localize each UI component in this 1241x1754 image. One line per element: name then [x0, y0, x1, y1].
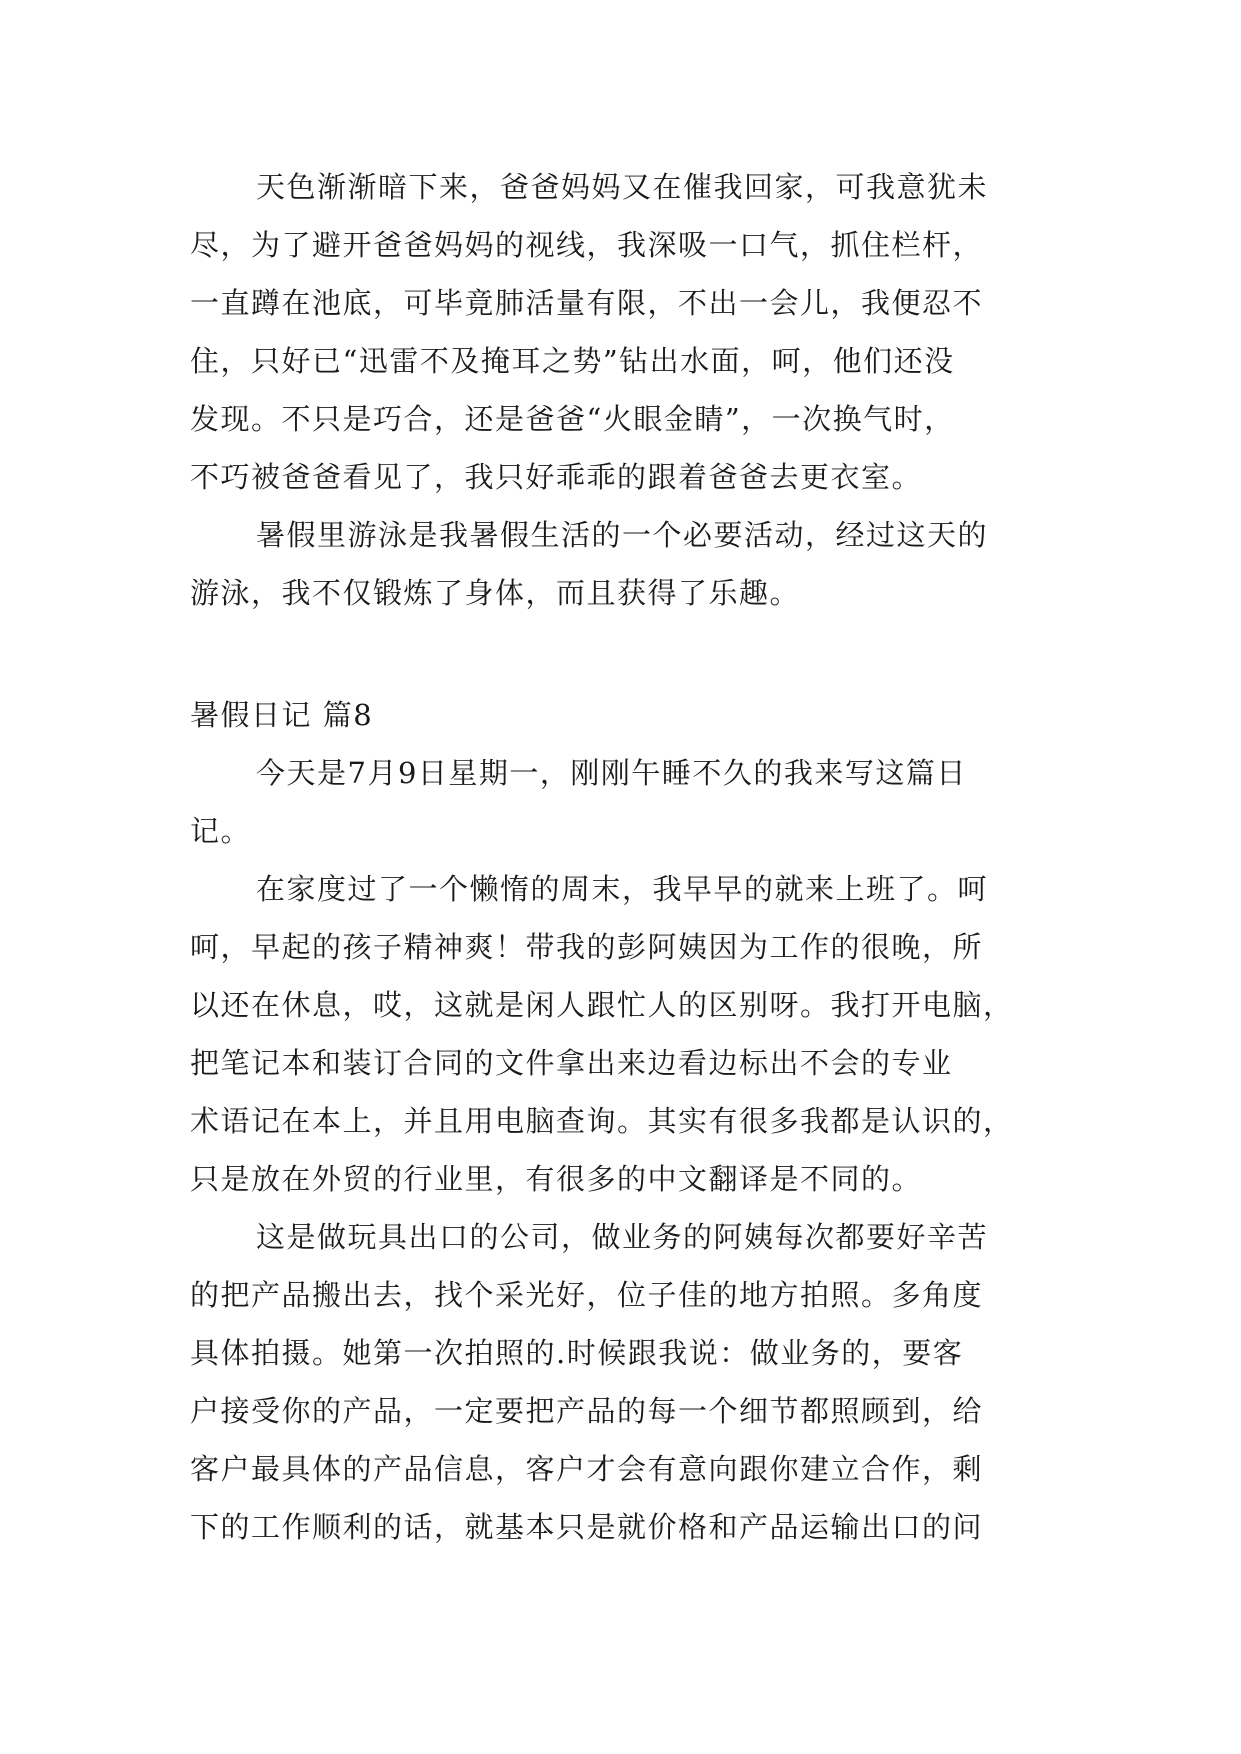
text-line: 具体拍摄。她第一次拍照的.时候跟我说：做业务的，要客 [190, 1336, 964, 1370]
paragraph [190, 1208, 1060, 1556]
text-line: 下的工作顺利的话，就基本只是就价格和产品运输出口的问 [190, 1510, 984, 1544]
text-line: 不巧被爸爸看见了，我只好乖乖的跟着爸爸去更衣室。 [190, 460, 923, 494]
text-line: 发现。不只是巧合，还是爸爸“火眼金睛”，一次换气时， [190, 402, 955, 436]
text-line: 户接受你的产品，一定要把产品的每一个细节都照顾到，给 [190, 1394, 984, 1428]
text-line: 天色渐渐暗下来，爸爸妈妈又在催我回家，可我意犹未 [256, 170, 989, 204]
text-line: 一直蹲在池底，可毕竟肺活量有限，不出一会儿，我便忍不 [190, 286, 984, 320]
text-line: 尽，为了避开爸爸妈妈的视线，我深吸一口气，抓住栏杆， [190, 228, 984, 262]
paragraph [190, 158, 1060, 506]
section-1-body [190, 158, 1060, 622]
text-line: 只是放在外贸的行业里，有很多的中文翻译是不同的。 [190, 1162, 923, 1196]
text-line: 呵，早起的孩子精神爽！带我的彭阿姨因为工作的很晚，所 [190, 930, 984, 964]
text-line: 暑假里游泳是我暑假生活的一个必要活动，经过这天的 [256, 518, 989, 552]
text-line: 把笔记本和装订合同的文件拿出来边看边标出不会的专业 [190, 1046, 953, 1080]
text-line: 今天是7月9日星期一，刚刚午睡不久的我来写这篇日 [256, 756, 967, 790]
text-line: 的把产品搬出去，找个采光好，位子佳的地方拍照。多角度 [190, 1278, 984, 1312]
text-line: 术语记在本上，并且用电脑查询。其实有很多我都是认识的， [190, 1104, 1014, 1138]
text-line: 这是做玩具出口的公司，做业务的阿姨每次都要好辛苦 [256, 1220, 989, 1254]
text-line: 客户最具体的产品信息，客户才会有意向跟你建立合作，剩 [190, 1452, 984, 1486]
paragraph [190, 744, 1060, 860]
section-2-body [190, 744, 1060, 1556]
section-heading: 暑假日记 篇8 [190, 698, 374, 732]
text-line: 游泳，我不仅锻炼了身体，而且获得了乐趣。 [190, 576, 801, 610]
text-line: 住，只好已“迅雷不及掩耳之势”钻出水面，呵，他们还没 [190, 344, 955, 378]
paragraph [190, 860, 1060, 1208]
text-line: 以还在休息，哎，这就是闲人跟忙人的区别呀。我打开电脑， [190, 988, 1014, 1022]
text-line: 记。 [190, 814, 252, 848]
paragraph [190, 506, 1060, 622]
text-line: 在家度过了一个懒惰的周末，我早早的就来上班了。呵 [256, 872, 989, 906]
